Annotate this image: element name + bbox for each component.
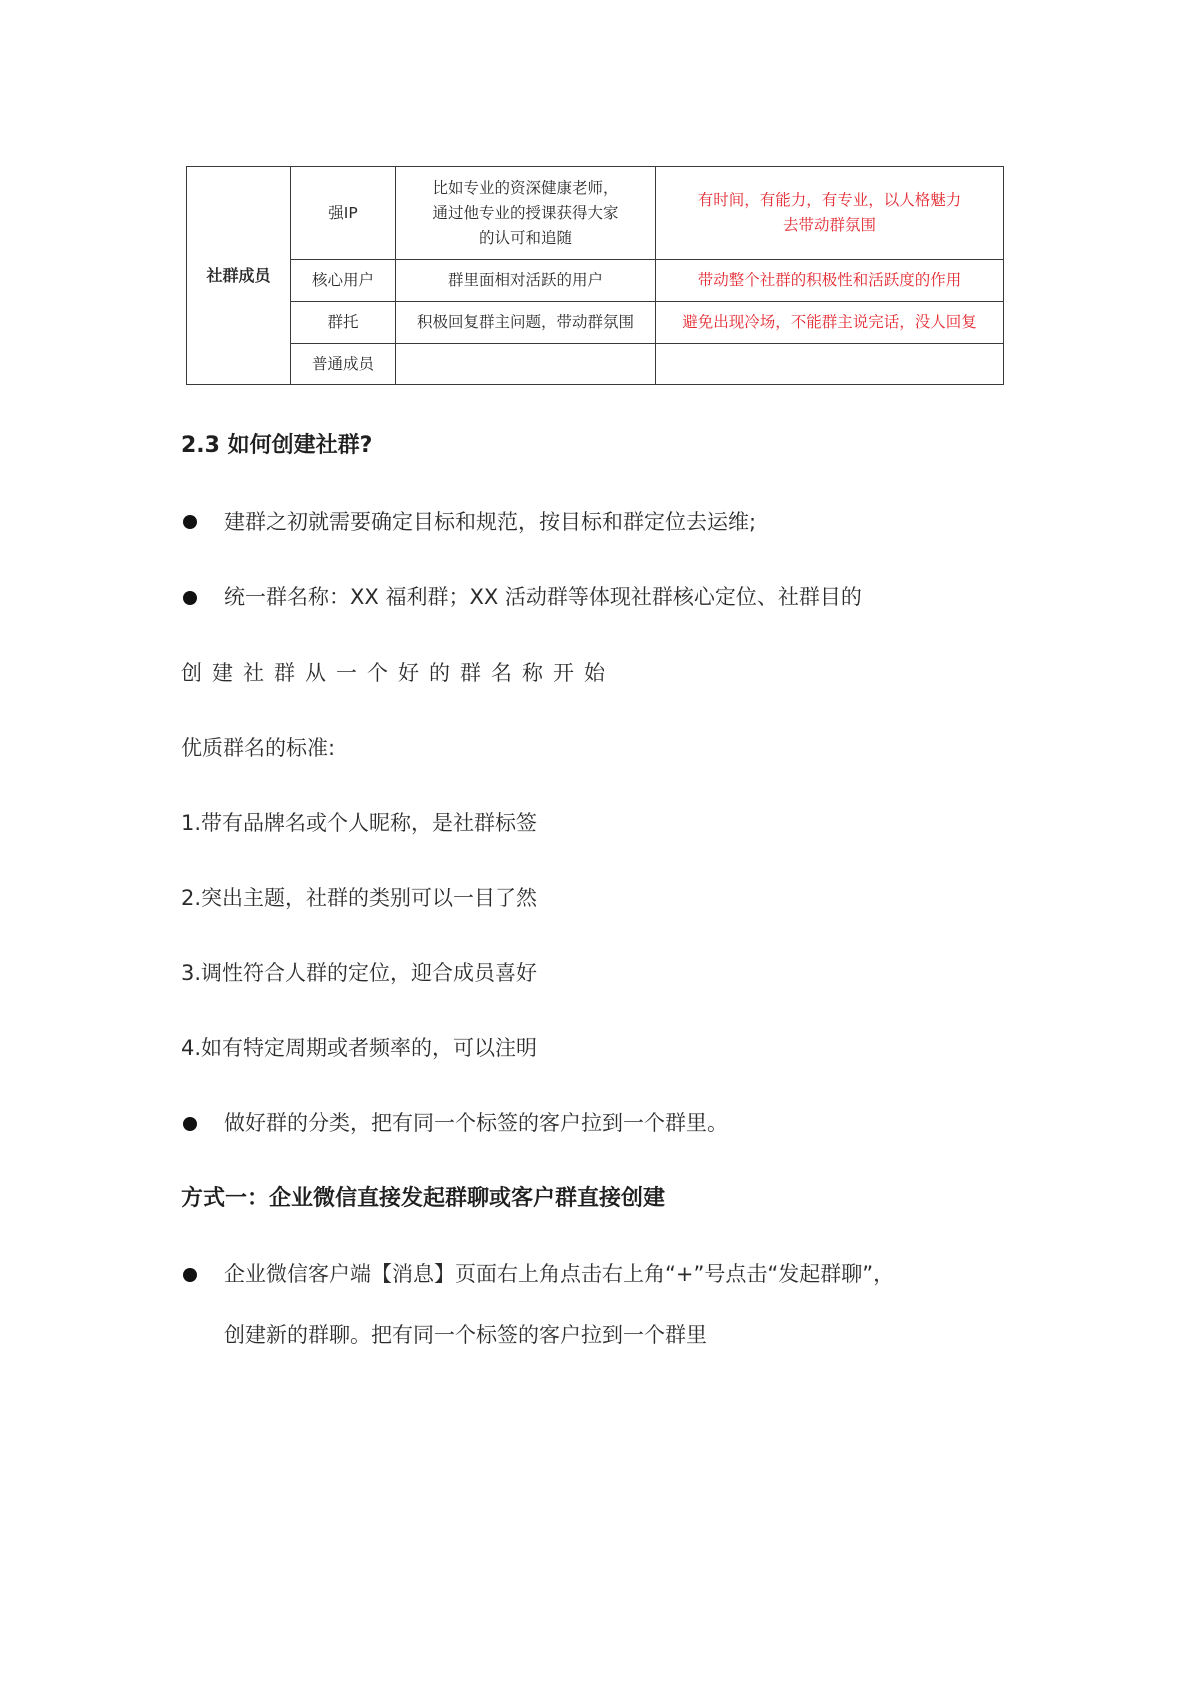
bullet-item-4-line-2: 创建新的群聊。把有同一个标签的客户拉到一个群里 — [224, 1323, 707, 1347]
table-row — [187, 260, 1004, 302]
bullet-item-3: 做好群的分类，把有同一个标签的客户拉到一个群里。 — [224, 1111, 728, 1135]
description-cell: 群里面相对活跃的用户 — [396, 260, 656, 302]
spaced-subtitle: 创建社群从一个好的群名称开始 — [181, 661, 615, 685]
role-cell: 强IP — [291, 167, 396, 260]
function-cell: 有时间，有能力，有专业，以人格魅力 去带动群氛围 — [656, 167, 1004, 260]
criteria-item-4: 4.如有特定周期或者频率的，可以注明 — [181, 1036, 538, 1060]
criteria-title: 优质群名的标准: — [181, 736, 336, 760]
bullet-item-2: 统一群名称：XX 福利群；XX 活动群等体现社群核心定位、社群目的 — [224, 585, 862, 609]
description-cell: 比如专业的资深健康老师， 通过他专业的授课获得大家 的认可和追随 — [396, 167, 656, 260]
table-row — [187, 344, 1004, 385]
criteria-item-1: 1.带有品牌名或个人昵称，是社群标签 — [181, 811, 538, 835]
role-cell: 群托 — [291, 302, 396, 344]
bullet-dot-icon — [183, 515, 197, 529]
table-row — [187, 167, 1004, 260]
criteria-item-3: 3.调性符合人群的定位，迎合成员喜好 — [181, 961, 538, 985]
role-cell: 核心用户 — [291, 260, 396, 302]
function-cell — [656, 344, 1004, 385]
function-cell: 避免出现冷场，不能群主说完话，没人回复 — [656, 302, 1004, 344]
bullet-dot-icon — [183, 1117, 197, 1131]
bullet-item-4-line-1: 企业微信客户端【消息】页面右上角点击右上角“+”号点击“发起群聊”， — [224, 1262, 895, 1286]
bullet-dot-icon — [183, 1268, 197, 1282]
member-roles-table — [186, 166, 1004, 385]
bullet-item-1: 建群之初就需要确定目标和规范，按目标和群定位去运维; — [224, 510, 757, 534]
description-cell: 积极回复群主问题，带动群氛围 — [396, 302, 656, 344]
role-cell: 普通成员 — [291, 344, 396, 385]
bullet-dot-icon — [183, 591, 197, 605]
method-heading: 方式一：企业微信直接发起群聊或客户群直接创建 — [181, 1186, 666, 1211]
section-heading: 2.3 如何创建社群? — [181, 433, 373, 458]
description-cell — [396, 344, 656, 385]
group-label-cell: 社群成员 — [187, 167, 291, 385]
criteria-item-2: 2.突出主题，社群的类别可以一目了然 — [181, 886, 538, 910]
function-cell: 带动整个社群的积极性和活跃度的作用 — [656, 260, 1004, 302]
table-row — [187, 302, 1004, 344]
